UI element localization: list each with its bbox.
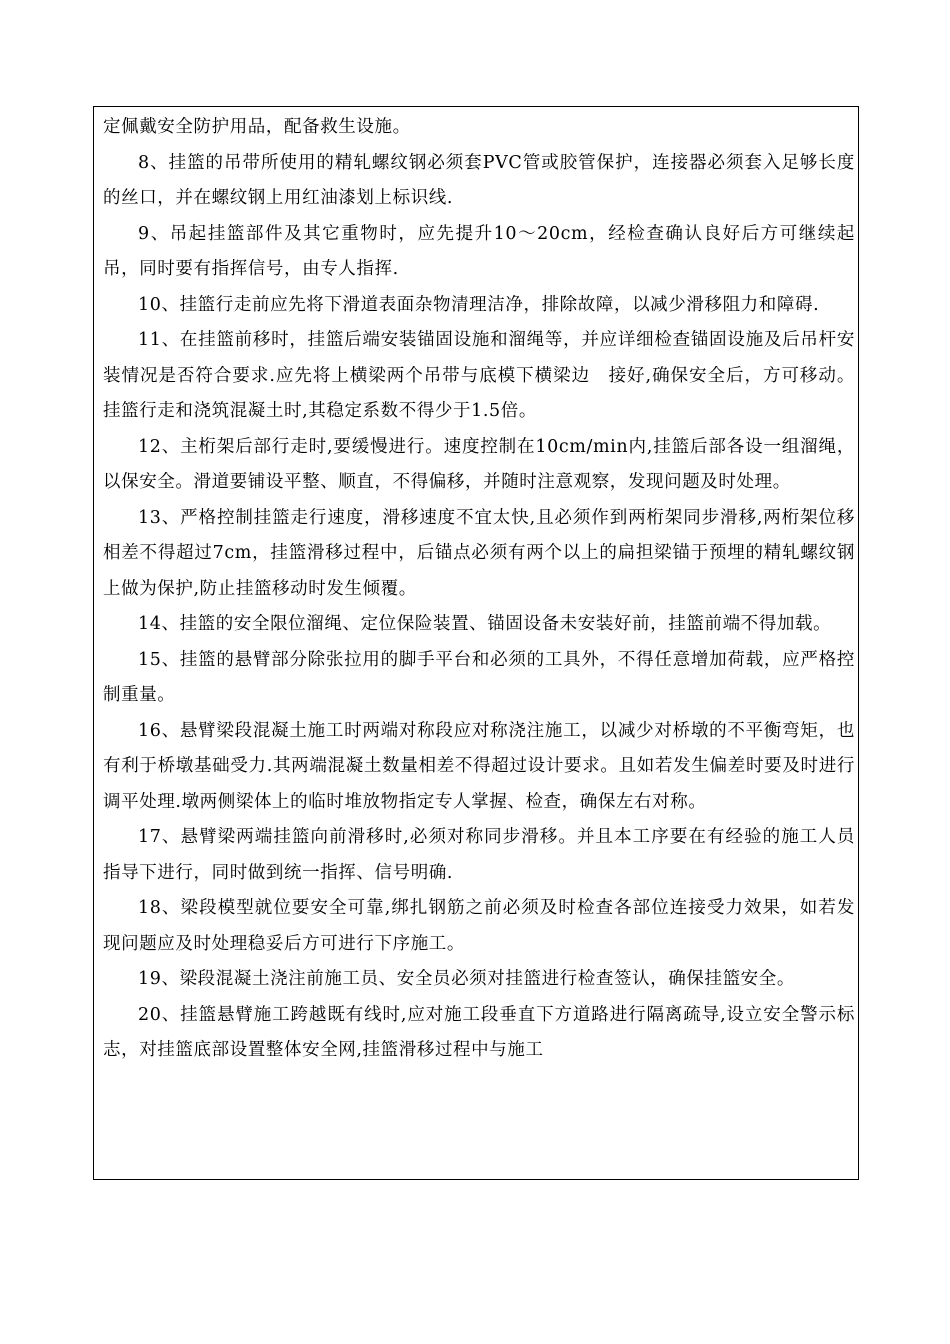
paragraph-item-11: 11、在挂篮前移时，挂篮后端安装锚固设施和溜绳等，并应详细检查锚固设施及后吊杆安装情况是否符合要求.应先将上横梁两个吊带与底模下横梁边 接好,确保安全后，方可移动。挂篮行走和浇筑混凝土时,其稳定系数不得少于1.5倍。	[103, 330, 855, 421]
paragraph-item-19: 19、梁段混凝土浇注前施工员、安全员必须对挂篮进行检查签认，确保挂篮安全。	[138, 969, 795, 989]
paragraph-item-15: 15、挂篮的悬臂部分除张拉用的脚手平台和必须的工具外，不得任意增加荷载，应严格控制重量。	[103, 649, 855, 705]
paragraph-continuation: 定佩戴安全防护用品，配备救生设施。	[103, 117, 411, 137]
paragraph-item-20: 20、挂篮悬臂施工跨越既有线时,应对施工段垂直下方道路进行隔离疏导,设立安全警示标志，对挂篮底部设置整体安全网,挂篮滑移过程中与施工	[103, 1004, 855, 1060]
paragraph-item-14: 14、挂篮的安全限位溜绳、定位保险装置、锚固设备未安装好前，挂篮前端不得加载。	[138, 614, 832, 634]
paragraph-item-13: 13、严格控制挂篮走行速度，滑移速度不宜太快,且必须作到两桁架同步滑移,两桁架位移相差不得超过7cm，挂篮滑移过程中，后锚点必须有两个以上的扁担梁锚于预埋的精轧螺纹钢上做为保护,防止挂篮移动时发生倾覆。	[103, 507, 855, 599]
paragraph-item-12: 12、主桁架后部行走时,要缓慢进行。速度控制在10cm/min内,挂篮后部各设一组溜绳，以保安全。滑道要铺设平整、顺直，不得偏移，并随时注意观察，发现问题及时处理。	[103, 436, 855, 492]
paragraph-item-18: 18、梁段模型就位要安全可靠,绑扎钢筋之前必须及时检查各部位连接受力效果，如若发现问题应及时处理稳妥后方可进行下序施工。	[103, 898, 855, 954]
paragraph-item-9: 9、吊起挂篮部件及其它重物时，应先提升10～20cm，经检查确认良好后方可继续起吊，同时要有指挥信号，由专人指挥.	[103, 223, 856, 279]
paragraph-item-10: 10、挂篮行走前应先将下滑道表面杂物清理洁净，排除故障，以减少滑移阻力和障碍.	[138, 294, 820, 315]
paragraph-item-16: 16、悬臂梁段混凝土施工时两端对称段应对称浇注施工，以减少对桥墩的不平衡弯矩，也有利于桥墩基础受力.其两端混凝土数量相差不得超过设计要求。且如若发生偏差时要及时进行调平处理.墩两侧梁体上的临时堆放物指定专人掌握、检查，确保左右对称。	[103, 720, 855, 812]
document-body	[103, 110, 855, 1069]
paragraph-item-8: 8、挂篮的吊带所使用的精轧螺纹钢必须套PVC管或胶管保护，连接器必须套入足够长度的丝口，并在螺纹钢上用红油漆划上标识线.	[103, 152, 855, 208]
paragraph-item-17: 17、悬臂梁两端挂篮向前滑移时,必须对称同步滑移。并且本工序要在有经验的施工人员指导下进行，同时做到统一指挥、信号明确.	[103, 827, 855, 883]
